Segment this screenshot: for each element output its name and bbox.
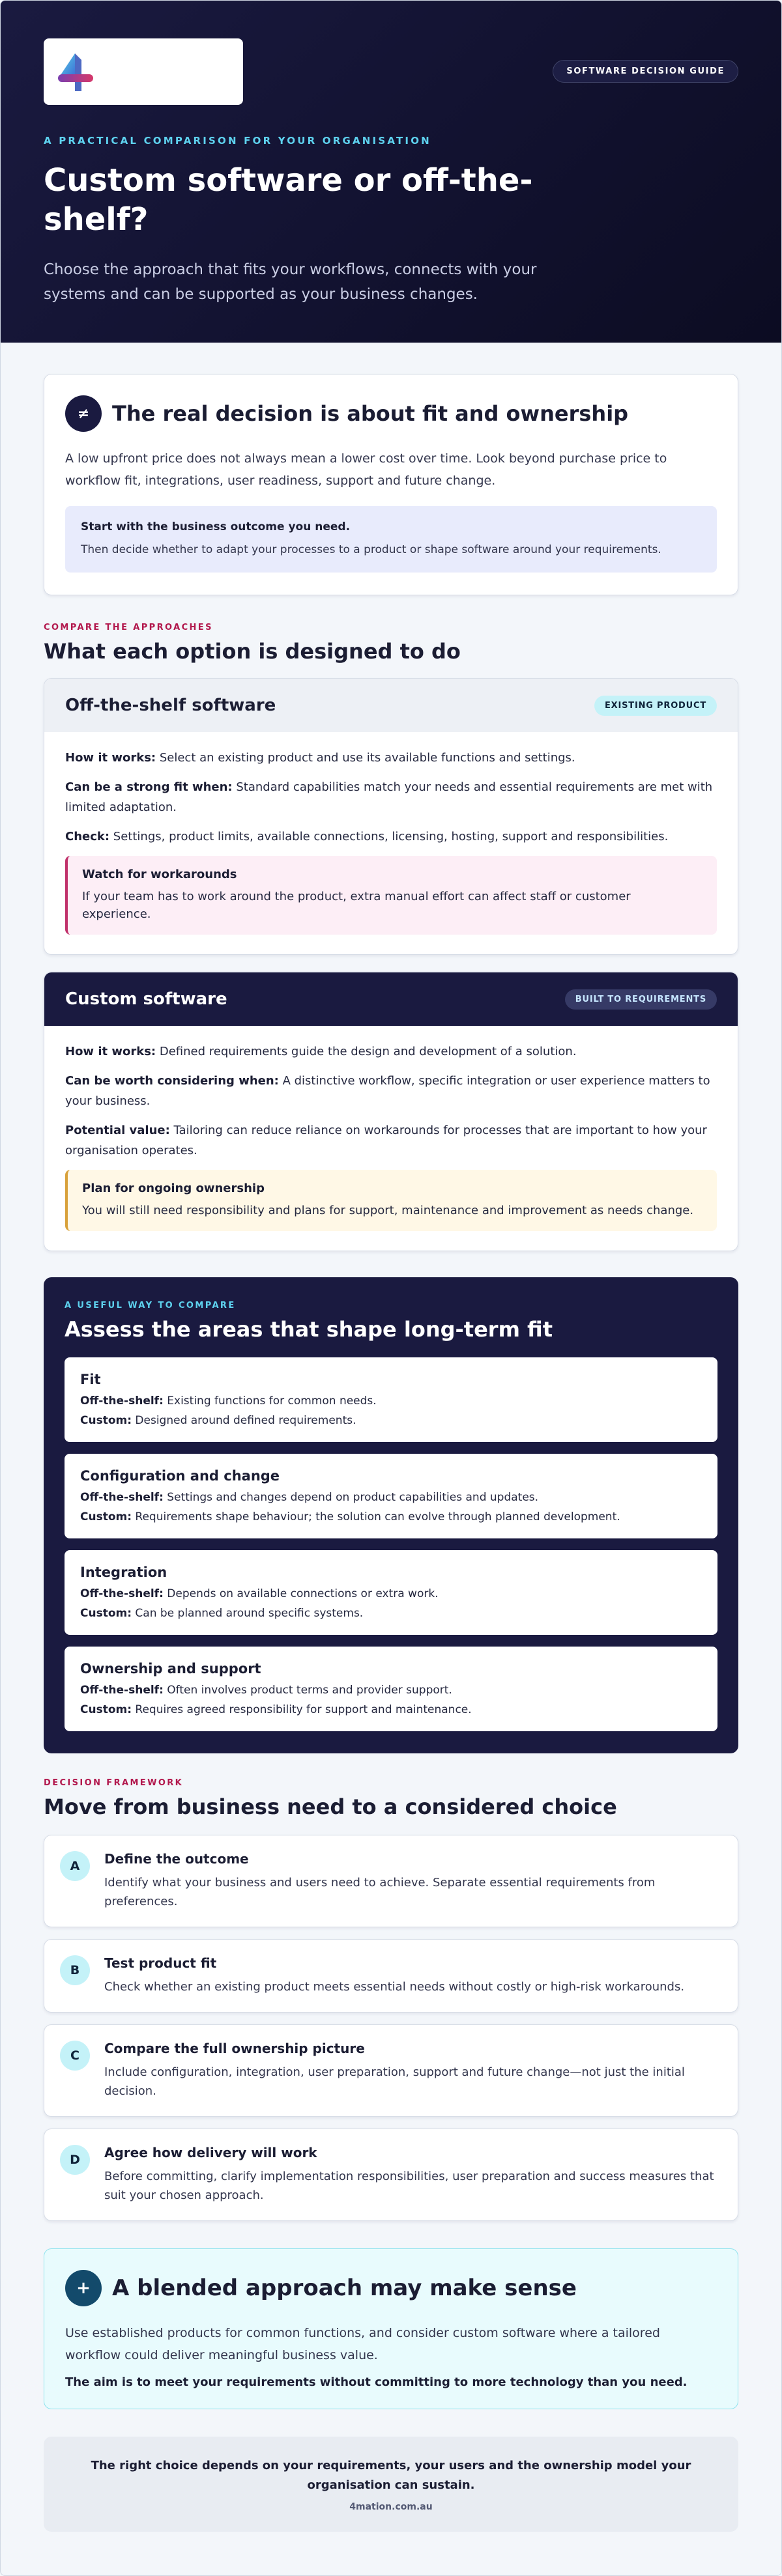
off-the-shelf-card xyxy=(44,678,738,955)
intro-text: A low upfront price does not always mean a lower cost over time. Look beyond purchase price to workflow fit, integrations, user readiness, support and future change. xyxy=(65,451,667,488)
step-card xyxy=(44,2024,738,2117)
footer-link[interactable]: 4mation.com.au xyxy=(349,2502,433,2512)
custom-software-card xyxy=(44,972,738,1251)
logo[interactable] xyxy=(44,38,243,105)
approaches-title: What each option is designed to do xyxy=(44,639,461,664)
footer xyxy=(44,2437,738,2532)
step-text: Before committing, clarify implementation responsibilities, user preparation and success measures that suit your chosen approach. xyxy=(104,2170,714,2202)
intro-note-title: Start with the business outcome you need. xyxy=(81,520,351,533)
hero-kicker: A PRACTICAL COMPARISON FOR YOUR ORGANISATION xyxy=(44,135,431,147)
workarounds-callout-text: If your team has to work around the product, extra manual effort can affect staff or customer experience. xyxy=(82,890,631,921)
blended-text: Use established products for common functions, and consider custom software where a tailored workflow could deliver meaningful business value. xyxy=(65,2326,660,2362)
framework-heading xyxy=(44,1778,738,1819)
compare-title: Assess the areas that shape long-term fit xyxy=(65,1317,553,1342)
ots-how: How it works: Select an existing product and use its available functions and settings. xyxy=(65,751,575,765)
area-title: Configuration and change xyxy=(80,1468,280,1484)
area-card xyxy=(65,1454,717,1538)
custom-worth: Can be worth considering when: A distinctive workflow, specific integration or user experience matters to your business. xyxy=(65,1074,710,1108)
step-text: Check whether an existing product meets essential needs without costly or high-risk workarounds. xyxy=(104,1980,685,1994)
ots-fit: Can be a strong fit when: Standard capabilities match your needs and essential requirements are met with limited adaptation. xyxy=(65,780,713,814)
workarounds-callout-title: Watch for workarounds xyxy=(82,868,237,881)
step-card xyxy=(44,1939,738,2013)
custom-software-header xyxy=(44,972,738,1026)
step-title: Define the outcome xyxy=(104,1851,249,1867)
step-letter: D xyxy=(60,2145,90,2175)
compare-panel xyxy=(44,1277,738,1753)
area-ots-line: Off-the-shelf: Depends on available connections or extra work. xyxy=(80,1587,439,1600)
step-card xyxy=(44,1835,738,1927)
compare-areas xyxy=(65,1357,717,1731)
ownership-callout-title: Plan for ongoing ownership xyxy=(82,1182,265,1195)
guide-pill: SOFTWARE DECISION GUIDE xyxy=(553,60,738,83)
area-custom-line: Custom: Designed around defined requirements. xyxy=(80,1414,356,1427)
ownership-callout xyxy=(65,1170,717,1231)
area-card xyxy=(65,1357,717,1442)
area-card xyxy=(65,1550,717,1635)
intro-note-text: Then decide whether to adapt your processes to a product or shape software around your requirements. xyxy=(81,543,661,556)
workarounds-callout xyxy=(65,856,717,935)
built-to-requirements-badge: BUILT TO REQUIREMENTS xyxy=(565,989,717,1010)
plus-icon: + xyxy=(65,2270,102,2306)
off-the-shelf-header xyxy=(44,679,738,732)
page-title: Custom software or off-the-shelf? xyxy=(44,162,533,238)
area-custom-line: Custom: Requires agreed responsibility for support and maintenance. xyxy=(80,1703,472,1716)
blended-strong-text: The aim is to meet your requirements without committing to more technology than you need. xyxy=(65,2375,688,2389)
area-title: Fit xyxy=(80,1372,101,1387)
custom-how: How it works: Defined requirements guide the design and development of a solution. xyxy=(65,1045,577,1058)
existing-product-badge: EXISTING PRODUCT xyxy=(594,696,717,716)
blended-card xyxy=(44,2248,738,2409)
framework-kicker: DECISION FRAMEWORK xyxy=(44,1778,184,1788)
step-text: Include configuration, integration, user preparation, support and future change—not just the initial decision. xyxy=(104,2065,685,2098)
area-ots-line: Off-the-shelf: Settings and changes depend on product capabilities and updates. xyxy=(80,1491,539,1504)
area-ots-line: Off-the-shelf: Often involves product terms and provider support. xyxy=(80,1684,452,1697)
step-title: Compare the full ownership picture xyxy=(104,2041,365,2056)
area-ots-line: Off-the-shelf: Existing functions for common needs. xyxy=(80,1394,377,1408)
area-title: Ownership and support xyxy=(80,1661,261,1677)
approaches-kicker: COMPARE THE APPROACHES xyxy=(44,623,213,632)
intro-note xyxy=(65,506,717,573)
framework-title: Move from business need to a considered choice xyxy=(44,1794,617,1819)
step-title: Test product fit xyxy=(104,1955,217,1971)
step-text: Identify what your business and users need to achieve. Separate essential requirements from preferences. xyxy=(104,1876,656,1908)
area-custom-line: Custom: Requirements shape behaviour; the solution can evolve through planned development. xyxy=(80,1510,620,1523)
hero xyxy=(1,1,781,343)
logo-mark-icon xyxy=(55,51,96,92)
ots-check: Check: Settings, product limits, available connections, licensing, hosting, support and responsibilities. xyxy=(65,830,669,843)
area-card xyxy=(65,1647,717,1731)
framework-steps xyxy=(44,1835,738,2221)
area-custom-line: Custom: Can be planned around specific systems. xyxy=(80,1607,364,1620)
custom-value: Potential value: Tailoring can reduce reliance on workarounds for processes that are important to how your organisation operates. xyxy=(65,1124,707,1157)
step-card xyxy=(44,2129,738,2221)
approaches-heading xyxy=(44,623,738,664)
ownership-callout-text: You will still need responsibility and plans for support, maintenance and improvement as needs change. xyxy=(82,1204,694,1217)
footer-text: The right choice depends on your requirements, your users and the ownership model your organisation can sustain. xyxy=(91,2459,691,2492)
step-letter: B xyxy=(60,1955,90,1985)
custom-software-title: Custom software xyxy=(65,989,227,1009)
intro-title: The real decision is about fit and ownership xyxy=(112,401,629,426)
off-the-shelf-title: Off-the-shelf software xyxy=(65,696,276,715)
main-content xyxy=(1,374,781,2532)
hero-subtitle: Choose the approach that fits your workflows, connects with your systems and can be supported as your business changes. xyxy=(44,261,537,303)
compare-kicker: A USEFUL WAY TO COMPARE xyxy=(65,1301,236,1310)
area-title: Integration xyxy=(80,1564,167,1580)
not-equal-icon: ≠ xyxy=(65,395,102,432)
blended-title: A blended approach may make sense xyxy=(112,2275,577,2301)
intro-card xyxy=(44,374,738,595)
step-letter: C xyxy=(60,2041,90,2071)
step-letter: A xyxy=(60,1851,90,1881)
step-title: Agree how delivery will work xyxy=(104,2145,317,2160)
